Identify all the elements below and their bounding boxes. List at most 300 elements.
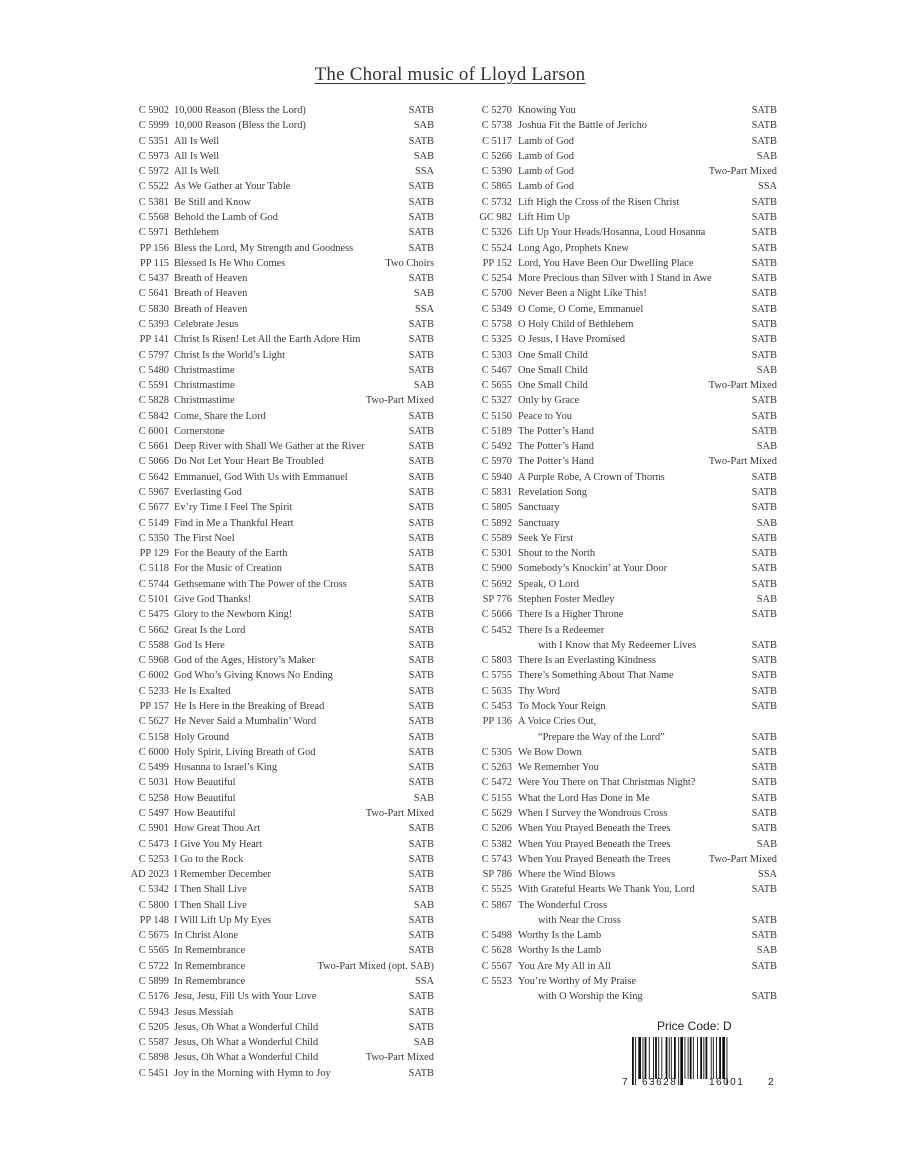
catalog-voicing: SATB xyxy=(751,991,777,1003)
catalog-title: Lamb of God xyxy=(518,181,574,193)
catalog-title: Glory to the Newborn King! xyxy=(174,609,293,621)
catalog-row xyxy=(110,913,434,928)
catalog-voicing: SATB xyxy=(408,700,434,712)
catalog-row xyxy=(110,760,434,775)
catalog-title: How Beautiful xyxy=(174,807,236,819)
catalog-title: The Wonderful Cross xyxy=(518,899,608,911)
catalog-voicing: SAB xyxy=(756,150,777,162)
catalog-title: O Holy Child of Bethlehem xyxy=(518,318,634,330)
catalog-row xyxy=(110,699,434,714)
catalog-row xyxy=(110,791,434,806)
catalog-code: C 5675 xyxy=(138,930,169,942)
catalog-title: How Beautiful xyxy=(174,777,236,789)
catalog-voicing: SATB xyxy=(408,1067,434,1079)
catalog-title: O Come, O Come, Emmanuel xyxy=(518,303,644,315)
catalog-row xyxy=(110,179,434,194)
catalog-code: C 5253 xyxy=(138,853,169,865)
catalog-voicing: SATB xyxy=(408,364,434,376)
barcode-right-group: 16001 xyxy=(709,1077,745,1088)
catalog-row xyxy=(110,470,434,485)
catalog-code: C 5899 xyxy=(138,976,169,988)
catalog-row xyxy=(456,103,777,118)
catalog-row xyxy=(456,959,777,974)
catalog-title: With Grateful Hearts We Thank You, Lord xyxy=(518,884,695,896)
catalog-voicing: SATB xyxy=(751,960,777,972)
catalog-title: All Is Well xyxy=(174,150,220,162)
catalog-row xyxy=(456,302,777,317)
catalog-title: As We Gather at Your Table xyxy=(174,181,291,193)
catalog-row xyxy=(110,271,434,286)
catalog-row xyxy=(110,775,434,790)
catalog-code: C 5805 xyxy=(481,502,512,514)
catalog-row xyxy=(110,592,434,607)
catalog-row xyxy=(456,592,777,607)
catalog-voicing: SATB xyxy=(751,303,777,315)
catalog-title: Ev’ry Time I Feel The Spirit xyxy=(174,502,293,514)
catalog-title: Christ Is Risen! Let All the Earth Adore Him xyxy=(174,334,361,346)
barcode-bar xyxy=(716,1037,717,1079)
catalog-title: I Go to the Rock xyxy=(174,853,244,865)
catalog-row xyxy=(110,1035,434,1050)
catalog-row xyxy=(456,179,777,194)
catalog-voicing: SSA xyxy=(757,869,777,881)
catalog-row xyxy=(110,118,434,133)
catalog-code: C 5155 xyxy=(481,792,512,804)
catalog-voicing: SATB xyxy=(408,487,434,499)
catalog-row xyxy=(110,134,434,149)
catalog-voicing: SAB xyxy=(756,364,777,376)
catalog-title: Sanctuary xyxy=(518,502,560,514)
catalog-code: C 5628 xyxy=(481,945,512,957)
barcode-bar xyxy=(713,1037,714,1079)
catalog-code: GC 982 xyxy=(479,211,512,223)
catalog-code: C 6000 xyxy=(138,746,169,758)
catalog-row xyxy=(110,668,434,683)
catalog-code: C 5350 xyxy=(138,532,169,544)
catalog-code: C 5828 xyxy=(138,395,169,407)
catalog-row xyxy=(456,516,777,531)
catalog-code: C 5327 xyxy=(481,395,512,407)
catalog-title: God of the Ages, History’s Maker xyxy=(174,655,315,667)
catalog-row xyxy=(456,195,777,210)
catalog-code: C 5349 xyxy=(481,303,512,315)
catalog-code: C 5150 xyxy=(481,410,512,422)
catalog-voicing: Two-Part Mixed (opt. SAB) xyxy=(317,960,434,972)
catalog-row xyxy=(456,317,777,332)
catalog-code: C 5522 xyxy=(138,181,169,193)
catalog-voicing: SATB xyxy=(751,639,777,651)
catalog-voicing: SATB xyxy=(751,410,777,422)
catalog-title: The First Noel xyxy=(174,532,235,544)
barcode-bar xyxy=(697,1037,698,1079)
catalog-title: Revelation Song xyxy=(518,487,587,499)
catalog-row xyxy=(110,546,434,561)
catalog-row xyxy=(110,378,434,393)
catalog-row xyxy=(110,1050,434,1065)
catalog-title: To Mock Your Reign xyxy=(518,700,606,712)
catalog-code: C 5738 xyxy=(481,120,512,132)
catalog-title: Joshua Fit the Battle of Jericho xyxy=(518,120,647,132)
barcode-bar xyxy=(632,1037,634,1085)
catalog-voicing: SAB xyxy=(756,517,777,529)
catalog-voicing: SSA xyxy=(414,166,434,178)
catalog-row xyxy=(110,1066,434,1081)
catalog-title: Lift Up Your Heads/Hosanna, Loud Hosanna xyxy=(518,227,706,239)
catalog-code: C 5588 xyxy=(138,639,169,651)
catalog-voicing: SATB xyxy=(751,655,777,667)
catalog-code: C 5803 xyxy=(481,655,512,667)
catalog-row xyxy=(456,852,777,867)
catalog-title: Sanctuary xyxy=(518,517,560,529)
catalog-row xyxy=(110,409,434,424)
catalog-title: You’re Worthy of My Praise xyxy=(518,976,636,988)
catalog-code: PP 156 xyxy=(139,242,169,254)
catalog-title: For the Music of Creation xyxy=(174,563,282,575)
catalog-row xyxy=(456,393,777,408)
catalog-title: 10,000 Reason (Bless the Lord) xyxy=(174,105,306,116)
catalog-title: We Remember You xyxy=(518,762,599,774)
catalog-row xyxy=(456,745,777,760)
barcode-bar xyxy=(722,1037,725,1079)
barcode-bar xyxy=(643,1037,644,1079)
catalog-code: C 5892 xyxy=(481,517,512,529)
catalog-code: C 5999 xyxy=(138,120,169,132)
catalog-code: C 5666 xyxy=(481,609,512,621)
catalog-title: “Prepare the Way of the Lord” xyxy=(538,731,665,743)
catalog-title: There’s Something About That Name xyxy=(518,670,674,682)
catalog-row xyxy=(110,638,434,653)
catalog-row xyxy=(110,943,434,958)
catalog-row xyxy=(456,974,777,989)
catalog-code: C 5755 xyxy=(481,670,512,682)
catalog-row xyxy=(110,730,434,745)
catalog-row xyxy=(456,898,777,913)
catalog-code: C 5655 xyxy=(481,380,512,392)
catalog-title: Christmastime xyxy=(174,395,235,407)
catalog-code: C 5692 xyxy=(481,578,512,590)
catalog-voicing: SATB xyxy=(751,548,777,560)
catalog-title: He Is Exalted xyxy=(174,685,231,697)
catalog-title: with I Know that My Redeemer Lives xyxy=(538,639,697,651)
catalog-code: C 5972 xyxy=(138,166,169,178)
catalog-code: C 5393 xyxy=(138,318,169,330)
catalog-row xyxy=(110,623,434,638)
catalog-code: C 5968 xyxy=(138,655,169,667)
barcode-bar xyxy=(690,1037,692,1079)
catalog-voicing: SATB xyxy=(408,838,434,850)
catalog-row xyxy=(456,531,777,546)
catalog-row xyxy=(456,363,777,378)
catalog-code: C 5117 xyxy=(482,135,512,147)
catalog-voicing: SATB xyxy=(408,181,434,193)
catalog-title: Knowing You xyxy=(518,105,576,116)
catalog-row xyxy=(110,989,434,1004)
catalog-row xyxy=(110,286,434,301)
catalog-row xyxy=(456,286,777,301)
catalog-voicing: SATB xyxy=(751,884,777,896)
catalog-title: Deep River with Shall We Gather at the River xyxy=(174,441,365,453)
catalog-row xyxy=(110,516,434,531)
catalog-voicing: SSA xyxy=(414,303,434,315)
catalog-code: C 5325 xyxy=(481,334,512,346)
catalog-code: C 5066 xyxy=(138,456,169,468)
catalog-code: C 5499 xyxy=(138,762,169,774)
catalog-title: Cornerstone xyxy=(174,425,225,437)
catalog-title: O Jesus, I Have Promised xyxy=(518,334,626,346)
catalog-row xyxy=(456,424,777,439)
catalog-voicing: SATB xyxy=(751,273,777,285)
catalog-voicing: SATB xyxy=(751,731,777,743)
catalog-voicing: SAB xyxy=(756,594,777,605)
catalog-voicing: Two-Part Mixed xyxy=(365,807,434,819)
catalog-title: Hosanna to Israel’s King xyxy=(174,762,278,774)
catalog-row xyxy=(456,439,777,454)
catalog-code: C 5973 xyxy=(138,150,169,162)
catalog-voicing: SATB xyxy=(408,914,434,926)
barcode-bar xyxy=(653,1037,654,1079)
catalog-voicing: SATB xyxy=(408,441,434,453)
catalog-voicing: SATB xyxy=(751,487,777,499)
price-code: Price Code: D xyxy=(657,1019,732,1033)
catalog-code: C 5743 xyxy=(481,853,512,865)
catalog-voicing: SATB xyxy=(751,105,777,116)
catalog-code: C 5452 xyxy=(481,624,512,636)
catalog-code: PP 152 xyxy=(482,257,512,269)
catalog-title: Do Not Let Your Heart Be Troubled xyxy=(174,456,324,468)
catalog-voicing: SATB xyxy=(751,685,777,697)
catalog-voicing: SATB xyxy=(751,930,777,942)
catalog-title: Joy in the Morning with Hymn to Joy xyxy=(174,1067,331,1079)
catalog-voicing: SATB xyxy=(408,502,434,514)
catalog-code: C 5627 xyxy=(138,716,169,728)
catalog-code: C 5270 xyxy=(481,105,512,116)
catalog-voicing: SATB xyxy=(751,609,777,621)
catalog-code: C 5700 xyxy=(481,288,512,300)
catalog-row xyxy=(110,164,434,179)
catalog-title: In Remembrance xyxy=(174,976,246,988)
catalog-row xyxy=(110,500,434,515)
catalog-title: All Is Well xyxy=(174,135,220,147)
catalog-row xyxy=(110,607,434,622)
catalog-title: Stephen Foster Medley xyxy=(518,594,615,605)
catalog-code: C 5732 xyxy=(481,196,512,208)
catalog-voicing: SATB xyxy=(751,792,777,804)
catalog-title: Give God Thanks! xyxy=(174,594,252,605)
catalog-row xyxy=(110,439,434,454)
catalog-row xyxy=(110,577,434,592)
catalog-code: C 5303 xyxy=(481,349,512,361)
catalog-title: Celebrate Jesus xyxy=(174,318,239,330)
catalog-row xyxy=(110,806,434,821)
catalog-row xyxy=(110,837,434,852)
catalog-row xyxy=(456,867,777,882)
catalog-row xyxy=(110,1020,434,1035)
catalog-code: C 5437 xyxy=(138,273,169,285)
catalog-title: Never Been a Night Like This! xyxy=(518,288,647,300)
catalog-code: C 5967 xyxy=(138,487,169,499)
catalog-row xyxy=(456,348,777,363)
catalog-code: C 5970 xyxy=(481,456,512,468)
catalog-voicing: Two Choirs xyxy=(385,257,434,269)
catalog-title: I Give You My Heart xyxy=(174,838,263,850)
catalog-row xyxy=(110,653,434,668)
catalog-title: When You Prayed Beneath the Trees xyxy=(518,853,671,865)
catalog-code: C 5158 xyxy=(138,731,169,743)
catalog-voicing: Two-Part Mixed xyxy=(365,1052,434,1064)
catalog-voicing: SAB xyxy=(413,1037,434,1049)
catalog-code: C 5831 xyxy=(481,487,512,499)
catalog-title: There Is an Everlasting Kindness xyxy=(518,655,656,667)
catalog-title: When I Survey the Wondrous Cross xyxy=(518,807,668,819)
catalog-voicing: SATB xyxy=(408,823,434,835)
catalog-title: He Is Here in the Breaking of Bread xyxy=(174,700,325,712)
catalog-title: Bless the Lord, My Strength and Goodness xyxy=(174,242,354,254)
catalog-row xyxy=(456,454,777,469)
catalog-title: Seek Ye First xyxy=(518,532,574,544)
catalog-row xyxy=(456,837,777,852)
catalog-code: C 5305 xyxy=(481,746,512,758)
catalog-row xyxy=(110,424,434,439)
barcode-bar xyxy=(658,1037,659,1079)
catalog-code: C 5842 xyxy=(138,410,169,422)
catalog-code: C 5451 xyxy=(138,1067,169,1079)
catalog-voicing: SATB xyxy=(408,1006,434,1018)
catalog-title: We Bow Down xyxy=(518,746,582,758)
catalog-voicing: SATB xyxy=(751,746,777,758)
catalog-voicing: SATB xyxy=(408,425,434,437)
catalog-voicing: SSA xyxy=(757,181,777,193)
catalog-title: The Potter’s Hand xyxy=(518,425,594,437)
catalog-row xyxy=(456,561,777,576)
catalog-title: Breath of Heaven xyxy=(174,273,248,285)
catalog-voicing: SAB xyxy=(413,380,434,392)
catalog-row xyxy=(456,882,777,897)
catalog-title: Breath of Heaven xyxy=(174,288,248,300)
catalog-voicing: SATB xyxy=(408,746,434,758)
catalog-voicing: SATB xyxy=(408,777,434,789)
page-title: The Choral music of Lloyd Larson xyxy=(314,64,586,85)
catalog-code: C 5176 xyxy=(138,991,169,1003)
catalog-voicing: Two-Part Mixed xyxy=(708,166,777,178)
catalog-voicing: SATB xyxy=(408,532,434,544)
catalog-voicing: SATB xyxy=(408,349,434,361)
barcode-bar xyxy=(671,1037,672,1079)
catalog-title: Come, Share the Lord xyxy=(174,410,266,422)
catalog-voicing: SATB xyxy=(408,624,434,636)
catalog-title: Peace to You xyxy=(518,410,572,422)
catalog-code: C 5940 xyxy=(481,471,512,483)
catalog-title: How Great Thou Art xyxy=(174,823,261,835)
catalog-code: SP 776 xyxy=(482,594,512,605)
catalog-voicing: SATB xyxy=(751,823,777,835)
catalog-title: Be Still and Know xyxy=(174,196,252,208)
barcode-bar xyxy=(719,1037,721,1079)
catalog-row xyxy=(110,348,434,363)
catalog-voicing: SATB xyxy=(408,318,434,330)
catalog-code: C 5641 xyxy=(138,288,169,300)
catalog-voicing: SAB xyxy=(413,792,434,804)
catalog-title: How Beautiful xyxy=(174,792,236,804)
catalog-title: Worthy Is the Lamb xyxy=(518,930,602,942)
catalog-voicing: Two-Part Mixed xyxy=(708,380,777,392)
catalog-code: C 5677 xyxy=(138,502,169,514)
barcode-bar xyxy=(635,1037,636,1085)
catalog-title: Lamb of God xyxy=(518,150,574,162)
catalog-title: Lamb of God xyxy=(518,135,574,147)
catalog-voicing: SATB xyxy=(751,257,777,269)
catalog-row xyxy=(456,470,777,485)
catalog-code: C 5382 xyxy=(481,838,512,850)
catalog-voicing: Two-Part Mixed xyxy=(708,853,777,865)
catalog-voicing: SATB xyxy=(408,655,434,667)
catalog-row xyxy=(456,775,777,790)
catalog-code: SP 786 xyxy=(482,869,512,881)
catalog-code: C 5758 xyxy=(481,318,512,330)
catalog-code: C 5865 xyxy=(481,181,512,193)
catalog-voicing: SAB xyxy=(413,899,434,911)
catalog-title: Gethsemane with The Power of the Cross xyxy=(174,578,347,590)
catalog-row xyxy=(110,1005,434,1020)
catalog-code: C 5568 xyxy=(138,211,169,223)
catalog-code: C 5523 xyxy=(481,976,512,988)
catalog-code: C 5971 xyxy=(138,227,169,239)
catalog-code: PP 136 xyxy=(482,716,512,728)
catalog-title: When You Prayed Beneath the Trees xyxy=(518,823,671,835)
catalog-voicing: SATB xyxy=(408,135,434,147)
catalog-code: C 5642 xyxy=(138,471,169,483)
catalog-title: He Never Said a Mumbalin’ Word xyxy=(174,716,317,728)
catalog-title: There Is a Redeemer xyxy=(518,624,605,636)
catalog-title: When You Prayed Beneath the Trees xyxy=(518,838,671,850)
catalog-voicing: SATB xyxy=(751,578,777,590)
catalog-row xyxy=(456,668,777,683)
catalog-voicing: SATB xyxy=(408,456,434,468)
catalog-code: C 5797 xyxy=(138,349,169,361)
catalog-code: C 5149 xyxy=(138,517,169,529)
catalog-row xyxy=(456,210,777,225)
barcode-bar xyxy=(666,1037,668,1079)
catalog-code: PP 141 xyxy=(139,334,169,346)
catalog-code: C 5662 xyxy=(138,624,169,636)
catalog-title: Christmastime xyxy=(174,380,235,392)
catalog-code: C 5118 xyxy=(139,563,169,575)
catalog-voicing: SATB xyxy=(408,578,434,590)
catalog-voicing: SATB xyxy=(408,991,434,1003)
catalog-voicing: SATB xyxy=(408,517,434,529)
barcode-bar xyxy=(655,1037,657,1079)
catalog-code: C 5587 xyxy=(138,1037,169,1049)
catalog-voicing: SATB xyxy=(408,548,434,560)
catalog-title: I Then Shall Live xyxy=(174,899,247,911)
catalog-code: C 5206 xyxy=(481,823,512,835)
catalog-title: Thy Word xyxy=(518,685,560,697)
catalog-code: C 5629 xyxy=(481,807,512,819)
catalog-row xyxy=(456,164,777,179)
catalog-voicing: SATB xyxy=(751,334,777,346)
catalog-row xyxy=(456,256,777,271)
catalog-voicing: SAB xyxy=(756,945,777,957)
catalog-code: C 5744 xyxy=(138,578,169,590)
catalog-voicing: SATB xyxy=(408,716,434,728)
barcode-bar xyxy=(703,1037,704,1079)
catalog-row xyxy=(110,241,434,256)
barcode-bar xyxy=(706,1037,708,1079)
barcode-trailing-digit: 2 xyxy=(768,1077,774,1088)
catalog-voicing: SATB xyxy=(408,853,434,865)
catalog-voicing: SAB xyxy=(413,288,434,300)
catalog-row xyxy=(110,898,434,913)
catalog-code: C 5473 xyxy=(138,838,169,850)
